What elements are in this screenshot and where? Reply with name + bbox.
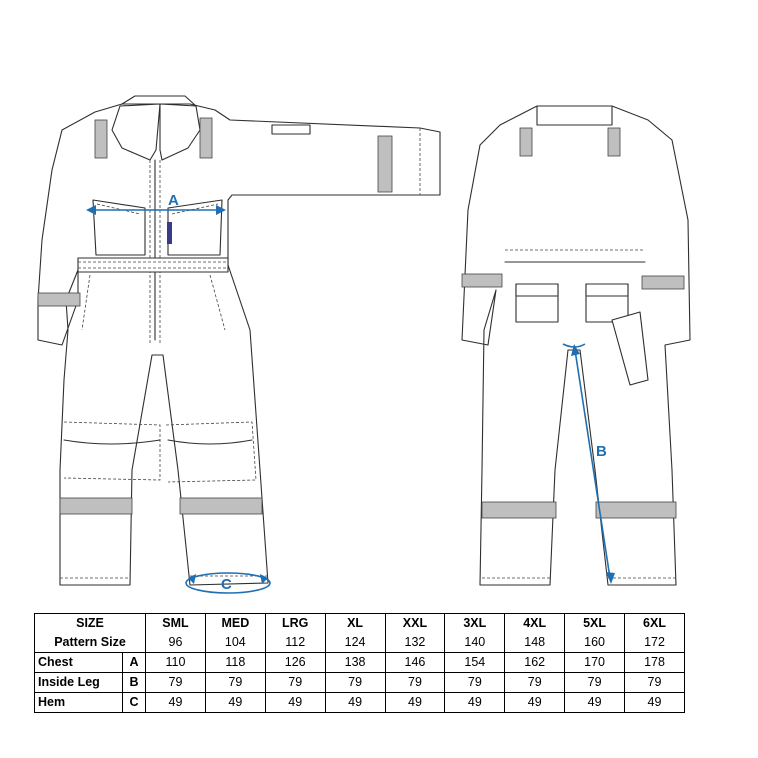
table-cell: 124 — [325, 633, 385, 653]
table-cell: 49 — [505, 693, 565, 713]
table-cell: 146 — [385, 653, 445, 673]
size-med: MED — [205, 614, 265, 634]
size-lrg: LRG — [265, 614, 325, 634]
table-cell: 138 — [325, 653, 385, 673]
row-code-chest: A — [123, 653, 146, 673]
table-row-chest — [35, 653, 685, 673]
table-cell: 178 — [625, 653, 685, 673]
table-cell: 79 — [445, 673, 505, 693]
table-cell: 49 — [325, 693, 385, 713]
size-5xl: 5XL — [565, 614, 625, 634]
pattern-size-row — [35, 633, 685, 653]
table-cell: 118 — [205, 653, 265, 673]
table-cell: 110 — [146, 653, 206, 673]
size-6xl: 6XL — [625, 614, 685, 634]
table-cell: 79 — [205, 673, 265, 693]
size-header: SIZE — [35, 614, 146, 634]
measure-label-c: C — [221, 576, 232, 593]
table-cell: 104 — [205, 633, 265, 653]
table-cell: 49 — [445, 693, 505, 713]
size-4xl: 4XL — [505, 614, 565, 634]
table-cell: 112 — [265, 633, 325, 653]
size-xxl: XXL — [385, 614, 445, 634]
pattern-size-header: Pattern Size — [35, 633, 146, 653]
table-cell: 49 — [565, 693, 625, 713]
table-cell: 49 — [625, 693, 685, 713]
table-cell: 170 — [565, 653, 625, 673]
table-row-hem — [35, 693, 685, 713]
table-cell: 126 — [265, 653, 325, 673]
row-code-inside-leg: B — [123, 673, 146, 693]
table-cell: 148 — [505, 633, 565, 653]
row-label-inside-leg: Inside Leg — [35, 673, 123, 693]
table-cell: 172 — [625, 633, 685, 653]
table-cell: 162 — [505, 653, 565, 673]
table-cell: 96 — [146, 633, 206, 653]
table-cell: 132 — [385, 633, 445, 653]
measure-label-b: B — [596, 443, 607, 460]
table-cell: 79 — [385, 673, 445, 693]
table-cell: 49 — [205, 693, 265, 713]
table-cell: 49 — [385, 693, 445, 713]
table-cell: 79 — [325, 673, 385, 693]
front-view-coverall — [38, 96, 440, 585]
size-3xl: 3XL — [445, 614, 505, 634]
table-cell: 154 — [445, 653, 505, 673]
table-cell: 49 — [146, 693, 206, 713]
table-cell: 160 — [565, 633, 625, 653]
table-cell: 79 — [505, 673, 565, 693]
row-label-chest: Chest — [35, 653, 123, 673]
table-header-row — [35, 614, 685, 634]
table-row-inside-leg — [35, 673, 685, 693]
size-sml: SML — [146, 614, 206, 634]
size-chart-table — [34, 613, 685, 713]
table-cell: 79 — [625, 673, 685, 693]
measure-label-a: A — [168, 192, 179, 209]
table-cell: 79 — [146, 673, 206, 693]
row-code-hem: C — [123, 693, 146, 713]
table-cell: 140 — [445, 633, 505, 653]
size-xl: XL — [325, 614, 385, 634]
table-cell: 79 — [265, 673, 325, 693]
table-cell: 79 — [565, 673, 625, 693]
table-cell: 49 — [265, 693, 325, 713]
back-view-coverall — [462, 106, 690, 585]
row-label-hem: Hem — [35, 693, 123, 713]
